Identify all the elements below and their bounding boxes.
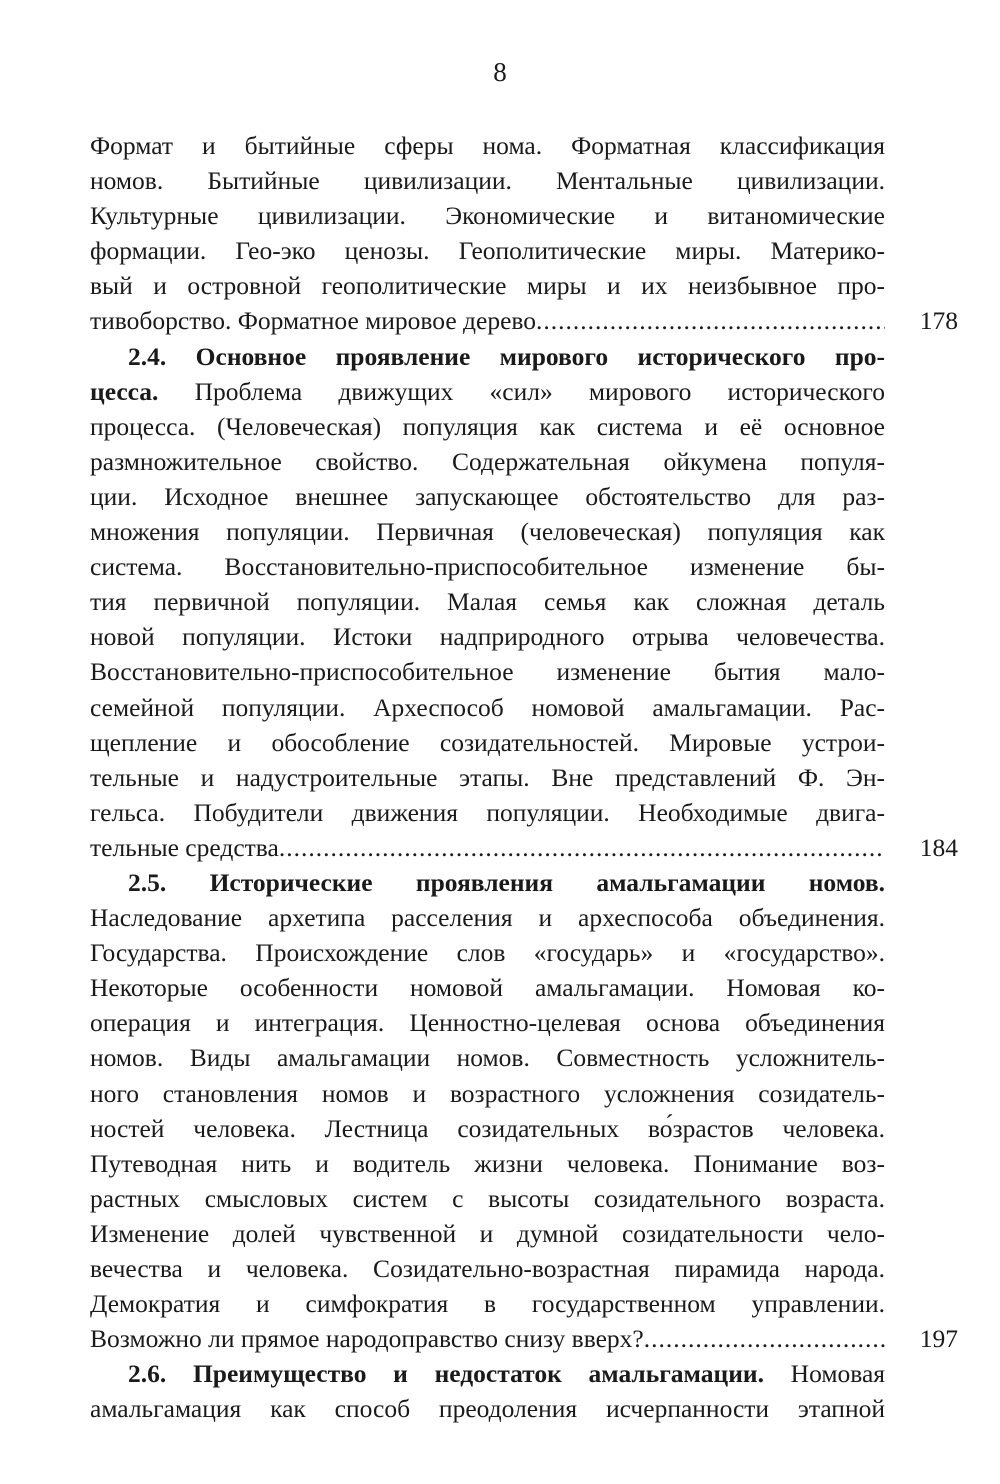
toc-line bbox=[90, 865, 958, 900]
toc-line bbox=[90, 163, 958, 198]
toc-line bbox=[90, 900, 958, 935]
toc-line-text bbox=[90, 654, 885, 689]
toc-line bbox=[90, 1391, 958, 1426]
toc-line bbox=[90, 1040, 958, 1075]
line-content: щепление и обособление созидательностей. Мировые устрои- bbox=[90, 727, 885, 757]
toc-page-number: 184 bbox=[919, 832, 958, 862]
toc-line-text bbox=[90, 1076, 885, 1111]
section-heading: цесса. bbox=[90, 376, 159, 406]
toc-line bbox=[90, 444, 958, 479]
line-content: Формат и бытийные сферы нома. Форматная классификация bbox=[90, 131, 885, 160]
toc-line-text bbox=[90, 725, 885, 760]
toc-line-text bbox=[128, 865, 885, 900]
toc-line-text bbox=[90, 1181, 885, 1216]
line-content: растных смысловых систем с высоты созидательного возраста. bbox=[90, 1183, 885, 1213]
line-content: вый и островной геополитические миры и их неизбывное про- bbox=[90, 271, 885, 301]
section-heading: 2.6. Преимущество и недостаток амальгамации. bbox=[128, 1359, 764, 1389]
line-content: Культурные цивилизации. Экономические и витаномические bbox=[90, 201, 885, 231]
toc-line-text bbox=[90, 619, 885, 654]
toc-line bbox=[90, 935, 958, 970]
leader-dots bbox=[536, 303, 885, 338]
line-content: номов. Виды амальгамации номов. Совместность усложнитель- bbox=[90, 1043, 885, 1073]
toc-line-text bbox=[90, 830, 885, 865]
toc-line bbox=[90, 1005, 958, 1040]
toc-line bbox=[90, 1111, 958, 1146]
toc-line bbox=[90, 725, 958, 760]
toc-line bbox=[90, 198, 958, 233]
toc-line bbox=[90, 128, 958, 163]
toc-line bbox=[90, 584, 958, 619]
line-content: ностей человека. Лестница созидательных во́зрастов человека. bbox=[90, 1113, 885, 1143]
toc-line-text bbox=[90, 1216, 885, 1251]
line-content: множения популяции. Первичная (человеческая) популяция как bbox=[90, 517, 885, 547]
section-heading: 2.5. Исторические проявления амальгамации номов. bbox=[128, 867, 885, 897]
toc-line-text bbox=[90, 514, 885, 549]
line-content: тельные средства bbox=[90, 832, 279, 862]
toc-line bbox=[90, 760, 958, 795]
toc-line-text bbox=[90, 444, 885, 479]
line-content: семейной популяции. Археспособ номовой амальгамации. Рас- bbox=[90, 692, 885, 722]
toc-line bbox=[90, 1146, 958, 1181]
toc-line bbox=[90, 514, 958, 549]
toc-line bbox=[90, 1251, 958, 1286]
line-content: процесса. (Человеческая) популяция как система и её основное bbox=[90, 411, 885, 441]
toc-line-text bbox=[90, 268, 885, 303]
section-heading: 2.4. Основное проявление мирового исторического про- bbox=[128, 341, 885, 371]
line-content: размножительное свойство. Содержательная ойкумена популя- bbox=[90, 446, 885, 476]
line-content: ного становления номов и возрастного усложнения созидатель- bbox=[90, 1078, 885, 1108]
line-content: Наследование архетипа расселения и археспособа объединения. bbox=[90, 903, 885, 933]
line-content: Проблема движущих «сил» мирового исторического bbox=[158, 376, 885, 406]
toc-line-text bbox=[90, 760, 885, 795]
toc-line-text bbox=[90, 1321, 885, 1356]
toc-line-text bbox=[90, 690, 885, 725]
line-content: амальгамация как способ преодоления исчерпанности этапной bbox=[90, 1394, 885, 1424]
toc-line-text bbox=[90, 584, 885, 619]
toc-line-text bbox=[90, 1005, 885, 1040]
line-content: система. Восстановительно-приспособительное изменение бы- bbox=[90, 552, 885, 582]
line-content: номов. Бытийные цивилизации. Ментальные цивилизации. bbox=[90, 166, 885, 196]
toc-line-text bbox=[90, 1286, 885, 1321]
toc-line-text bbox=[90, 163, 885, 198]
toc-line-text bbox=[90, 233, 885, 268]
toc-line bbox=[90, 233, 958, 268]
toc-line-text bbox=[90, 374, 885, 409]
toc-line bbox=[90, 690, 958, 725]
page-number: 8 bbox=[493, 57, 507, 87]
table-of-contents bbox=[90, 128, 958, 1426]
toc-line-text bbox=[90, 198, 885, 233]
line-content: Путеводная нить и водитель жизни человека. Понимание воз- bbox=[90, 1148, 885, 1178]
toc-line-text bbox=[90, 1040, 885, 1075]
toc-line bbox=[90, 1356, 958, 1391]
toc-line-text bbox=[90, 970, 885, 1005]
toc-line-text bbox=[128, 339, 885, 374]
line-content: Номовая bbox=[763, 1359, 885, 1389]
toc-line-text bbox=[90, 479, 885, 514]
leader-dots bbox=[279, 830, 885, 865]
toc-line bbox=[90, 795, 958, 830]
line-content: гельса. Побудители движения популяции. Необходимые двига- bbox=[90, 797, 885, 827]
toc-line-text bbox=[128, 1356, 885, 1391]
line-content: Восстановительно-приспособительное изменение бытия мало- bbox=[90, 657, 885, 687]
line-content: Некоторые особенности номовой амальгамации. Номовая ко- bbox=[90, 973, 885, 1003]
toc-line-text bbox=[90, 303, 885, 338]
toc-line bbox=[90, 549, 958, 584]
toc-line bbox=[90, 1216, 958, 1251]
toc-line bbox=[90, 409, 958, 444]
leader-dots bbox=[644, 1321, 885, 1356]
toc-line bbox=[90, 479, 958, 514]
line-content: тия первичной популяции. Малая семья как сложная деталь bbox=[90, 587, 885, 617]
toc-line-text bbox=[90, 1391, 885, 1426]
toc-line-text bbox=[90, 795, 885, 830]
toc-line-text bbox=[90, 549, 885, 584]
toc-line-text bbox=[90, 1146, 885, 1181]
line-content: формации. Гео-эко ценозы. Геополитические миры. Материко- bbox=[90, 236, 885, 266]
toc-line-text bbox=[90, 900, 885, 935]
line-content: Государства. Происхождение слов «государь» и «государство». bbox=[90, 938, 885, 968]
toc-line bbox=[90, 619, 958, 654]
line-content: тивоборство. Форматное мировое дерево bbox=[90, 306, 537, 336]
toc-page-number: 178 bbox=[919, 306, 958, 336]
line-content: операция и интеграция. Ценностно-целевая основа объединения bbox=[90, 1008, 885, 1038]
toc-line-text bbox=[90, 128, 885, 163]
toc-line bbox=[90, 1181, 958, 1216]
line-content: тельные и надустроительные этапы. Вне представлений Ф. Эн- bbox=[90, 762, 885, 792]
line-content: ции. Исходное внешнее запускающее обстоятельство для раз- bbox=[90, 481, 885, 511]
toc-line-text bbox=[90, 1251, 885, 1286]
toc-line bbox=[90, 830, 958, 865]
toc-line-text bbox=[90, 409, 885, 444]
toc-line bbox=[90, 654, 958, 689]
toc-line bbox=[90, 1076, 958, 1111]
line-content: Изменение долей чувственной и думной созидательности чело- bbox=[90, 1218, 885, 1248]
toc-line bbox=[90, 374, 958, 409]
toc-line bbox=[90, 970, 958, 1005]
line-content: Возможно ли прямое народоправство снизу вверх? bbox=[90, 1324, 644, 1354]
toc-line bbox=[90, 1286, 958, 1321]
toc-line bbox=[90, 303, 958, 338]
line-content: вечества и человека. Созидательно-возрастная пирамида народа. bbox=[90, 1254, 885, 1283]
toc-line bbox=[90, 339, 958, 374]
toc-line bbox=[90, 268, 958, 303]
line-content: Демократия и симфократия в государственном управлении. bbox=[90, 1289, 885, 1319]
toc-page-number: 197 bbox=[919, 1324, 958, 1354]
line-content: новой популяции. Истоки надприродного отрыва человечества. bbox=[90, 622, 885, 652]
toc-line-text bbox=[90, 1111, 885, 1146]
toc-line bbox=[90, 1321, 958, 1356]
toc-line-text bbox=[90, 935, 885, 970]
